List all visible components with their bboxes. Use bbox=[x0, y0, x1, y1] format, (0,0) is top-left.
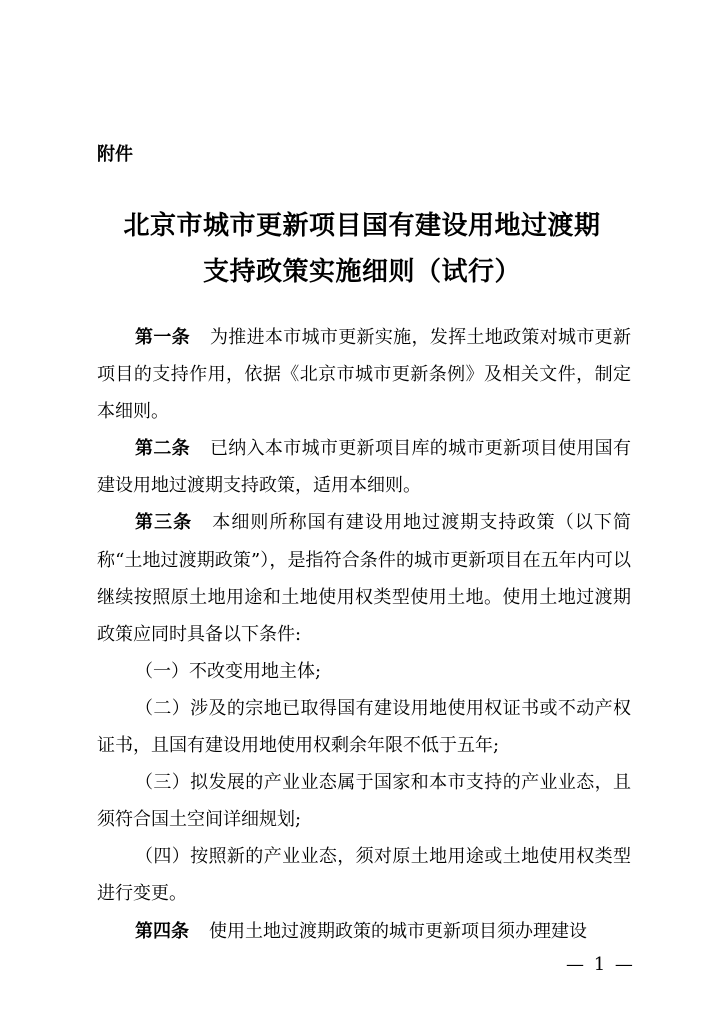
attachment-label: 附件 bbox=[97, 144, 133, 165]
article-text: 本细则所称国有建设用地过渡期支持政策（以下简称“土地过渡期政策”），是指符合条件的城市更新项目在五年内可以继续按照原土地用途和土地使用权类型使用土地。使用土地过渡期政策应同时具备以下条件: bbox=[97, 512, 631, 645]
condition-item: （一）不改变用地主体; bbox=[135, 660, 322, 682]
article-text: 使用土地过渡期政策的城市更新项目须办理建设 bbox=[209, 920, 587, 942]
article-heading: 第二条 bbox=[135, 438, 190, 460]
document-title-line-2: 支持政策实施细则（试行） bbox=[202, 257, 521, 287]
document-body bbox=[97, 319, 631, 950]
condition-item: （三）拟发展的产业业态属于国家和本市支持的产业业态，且须符合国土空间详细规划; bbox=[97, 772, 631, 831]
article-4 bbox=[97, 913, 631, 950]
article-2 bbox=[97, 430, 631, 504]
condition-item: （二）涉及的宗地已取得国有建设用地使用权证书或不动产权证书，且国有建设用地使用权剩余年限不低于五年; bbox=[97, 697, 631, 757]
article-heading: 第一条 bbox=[135, 327, 190, 348]
document-title-line-1: 北京市城市更新项目国有建设用地过渡期 bbox=[123, 211, 601, 241]
condition-item: （四）按照新的产业业态，须对原土地用途或土地使用权类型进行变更。 bbox=[97, 846, 631, 905]
article-text: 已纳入本市城市更新项目库的城市更新项目使用国有建设用地过渡期支持政策，适用本细则。 bbox=[97, 438, 632, 497]
article-heading: 第三条 bbox=[135, 512, 193, 534]
article-heading: 第四条 bbox=[135, 920, 189, 942]
article-1 bbox=[97, 319, 631, 430]
page-number: — 1 — bbox=[566, 954, 635, 975]
article-text: 为推进本市城市更新实施，发挥土地政策对城市更新项目的支持作用，依据《北京市城市更新条例》及相关文件，制定本细则。 bbox=[97, 327, 632, 423]
article-3 bbox=[97, 504, 631, 652]
